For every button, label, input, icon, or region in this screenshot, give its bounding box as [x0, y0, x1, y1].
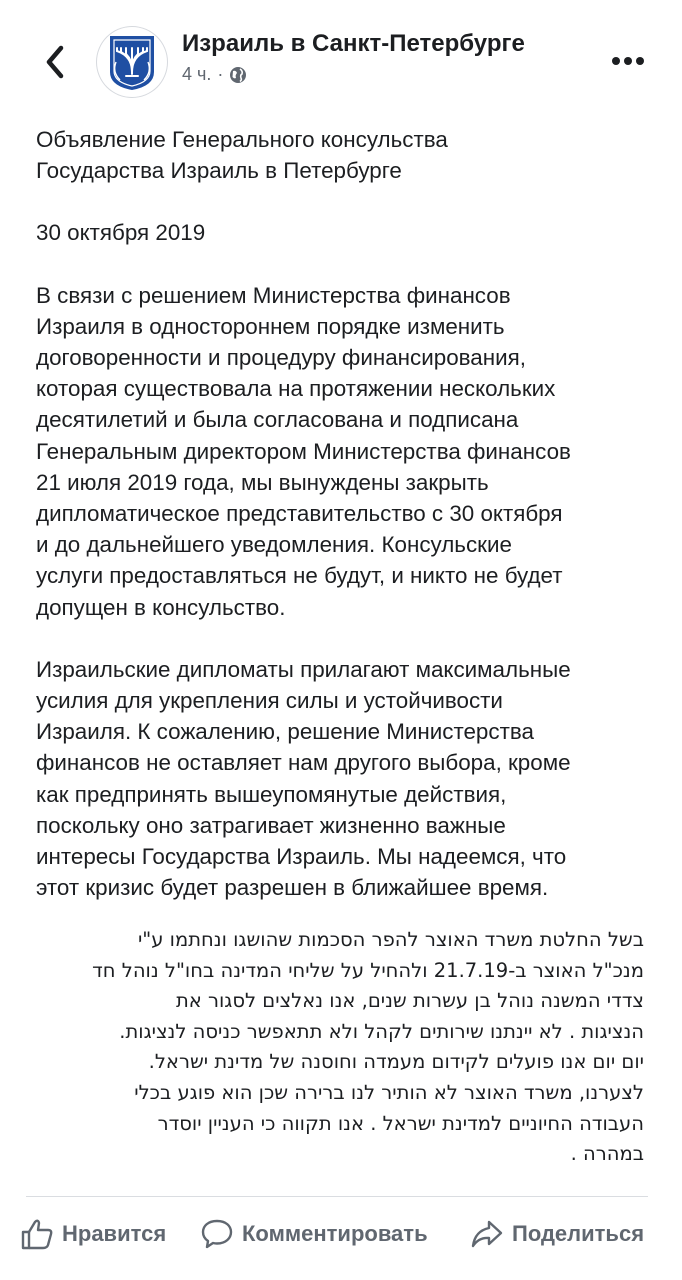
action-bar	[0, 1200, 682, 1270]
globe-icon	[229, 66, 247, 84]
post-date: 30 октября 2019	[36, 220, 206, 246]
divider	[26, 1196, 648, 1197]
comment-bubble-icon	[200, 1217, 234, 1251]
post-time[interactable]: 4 ч.	[182, 64, 212, 84]
more-options-button[interactable]	[608, 48, 648, 74]
thumbs-up-icon	[20, 1217, 54, 1251]
like-label: Нравится	[62, 1221, 167, 1246]
post-header	[0, 0, 682, 110]
emblem-icon	[104, 32, 160, 92]
page-avatar[interactable]	[96, 26, 168, 98]
chevron-left-icon	[44, 45, 66, 79]
meta-separator: ·	[217, 64, 224, 84]
post-title: Объявление Генерального консульства Государства Израиль в Петербурге	[36, 127, 448, 184]
back-button[interactable]	[38, 40, 72, 84]
comment-label: Комментировать	[242, 1221, 428, 1246]
like-button[interactable]	[20, 1214, 166, 1254]
share-button[interactable]	[470, 1214, 644, 1254]
comment-button[interactable]	[200, 1214, 428, 1254]
post-body	[36, 124, 656, 934]
page-name-link[interactable]: Израиль в Санкт-Петербурге	[182, 30, 525, 57]
post-paragraph-2: Израильские дипломаты прилагают максимальные усилия для укрепления силы и устойчивости Израиля. К сожалению, решение Министерства финансов не оставляет нам другого выбора, кроме как предпринять вышеупомянутые действия, поскольку оно затрагивает жизненно важные интересы Государства Израиль. Мы надеемся, что этот кризис будет разрешен в ближайшее время.	[36, 656, 571, 901]
share-label: Поделиться	[512, 1221, 645, 1246]
more-dots-icon	[611, 56, 645, 66]
post-meta	[182, 64, 247, 85]
post-paragraph-hebrew: בשל החלטת משרד האוצר להפר הסכמות שהושגו ונחתמו ע"י מנכ"ל האוצר ב-21.7.19 ולהחיל על שליחי המדינה בחו"ל נוהל חד צדדי המשנה נוהל בן עשרות שנים, אנו נאלצים לסגור את הנציגות . לא יינתנו שירותים לקהל ולא תתאפשר כניסה לנציגות. יום יום אנו פועלים לקידום מעמדה וחוסנה של מדינת ישראל. לצערנו, משרד האוצר לא הותיר לנו ברירה שכן הוא פוגע בכלי העבודה החיוניים למדינת ישראל . אנו תקווה כי העניין יוסדר במהרה .	[92, 928, 644, 1166]
post-paragraph-1: В связи с решением Министерства финансов Израиля в одностороннем порядке изменить договоренности и процедуру финансирования, которая существовала на протяжении нескольких десятилетий и была согласована и подписана Генеральным директором Министерства финансов 21 июля 2019 года, мы вынуждены закрыть дипломатическое представительство с 30 октября и до дальнейшего уведомления. Консульские услуги предоставляться не будут, и никто не будет допущен в консульство.	[36, 282, 571, 620]
share-arrow-icon	[470, 1217, 504, 1251]
